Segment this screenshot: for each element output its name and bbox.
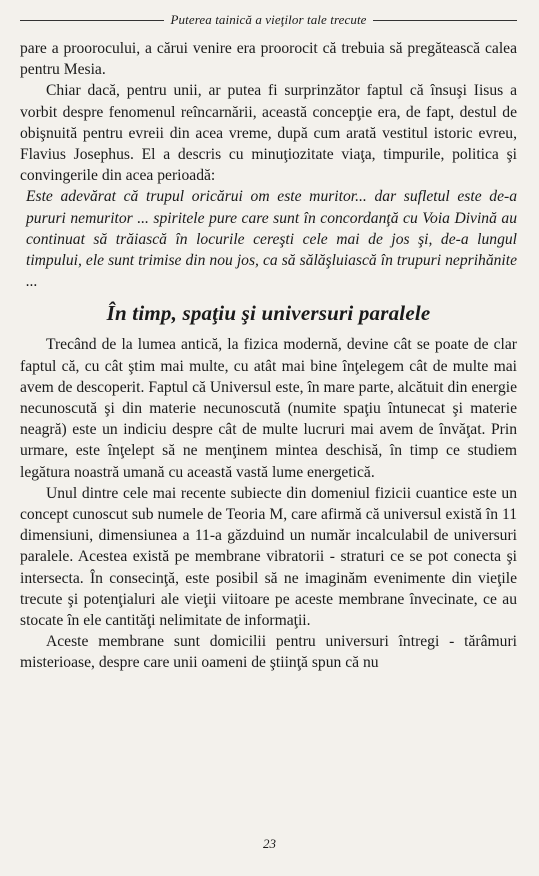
running-title: Puterea tainică a vieţilor tale trecute [170, 12, 367, 27]
header-rule-right [373, 20, 517, 21]
paragraph-membranes: Aceste membrane sunt domicilii pentru universuri întregi - tărâmuri misterioase, despre care unii oameni de ştiinţă spun că nu [20, 633, 517, 672]
section-title: În timp, spaţiu şi universuri paralele [106, 301, 431, 326]
paragraph-continued: pare a proorocului, a cărui venire era proorocit că trebuia să pregătească calea pentru Mesia. [20, 40, 517, 79]
header-rule-left [20, 20, 164, 21]
paragraph-josephus: Chiar dacă, pentru unii, ar putea fi surprinzător faptul că însuşi Iisus a vorbit despre fenomenul reîncarnării, această concepţie era, de fapt, destul de obişnuită pentru evreii din acea vreme, după cum arată vestitul istoric evreu, Flavius Josephus. El a descris cu minuţiozitate viaţa, timpurile, politica şi convingerile din acea perioadă: [20, 82, 517, 185]
page-number: 23 [263, 836, 276, 851]
running-header [20, 12, 517, 28]
paragraph-m-theory: Unul dintre cele mai recente subiecte din domeniul fizicii cuantice este un concept cunoscut sub numele de Teoria M, care afirmă că universul există în 11 dimensiuni, dimensiunea a 11-a găzduind un număr incalculabil de universuri paralele. Acestea există pe membrane vibratorii - straturi ce se pot conecta şi intersecta. În consecinţă, este posibil să ne imaginăm evenimente din vieţile trecute şi potenţialuri ale vieţii viitoare pe aceste membrane învecinate, ce au stocate în ele cantităţi nelimitate de informaţii. [20, 484, 517, 630]
paragraph-modern-physics: Trecând de la lumea antică, la fizica modernă, devine cât se poate de clar faptul că, cu cât ştim mai multe, cu atât mai bine înţelegem cât de multe mai avem de descoperit. Faptul că Universul este, în mare parte, alcătuit din energie necunoscută şi din materie necunoscută (numite spaţiu întunecat şi materie neagră) este un indiciu despre cât de multe lucruri mai avem de învăţat. Prin urmare, este înţelept să ne menţinem mintea deschisă, în timp ce studiem legătura noastră umană cu această vastă lume energetică. [20, 336, 517, 481]
josephus-quote: Este adevărat că trupul oricărui om este muritor... dar sufletul este de-a pururi nemuritor ... spiritele pure care sunt în concordanţă cu Voia Divină au continuat să trăiască în locurile cereşti cele mai de jos şi, de-a lungul timpului, ele sunt trimise din nou jos, ca să sălăşluiască în trupuri neprihănite ... [26, 188, 517, 291]
page-body [20, 38, 517, 674]
